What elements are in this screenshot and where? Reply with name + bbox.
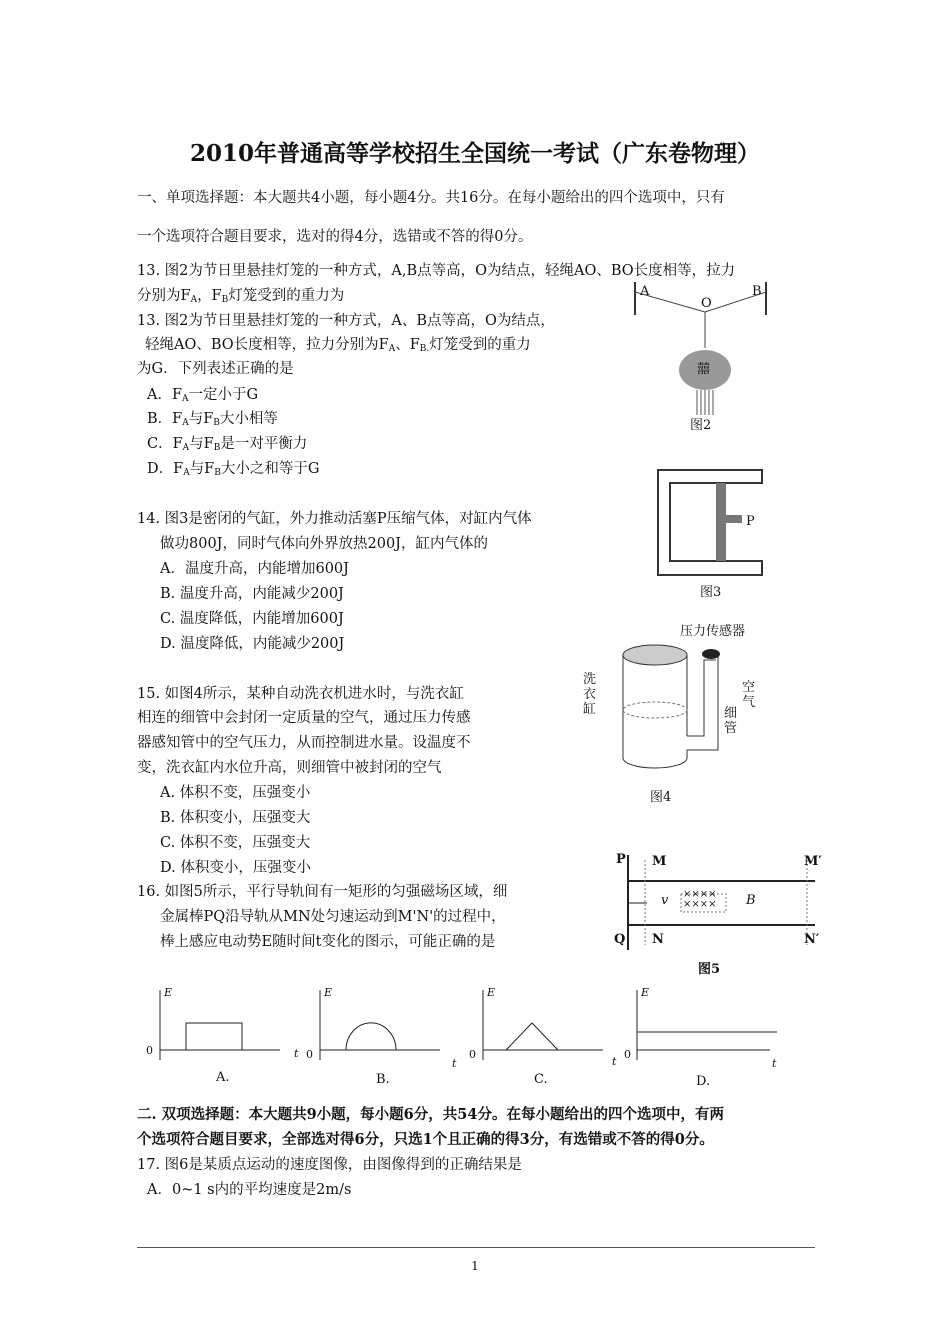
page-title: 2010年普通高等学校招生全国统一考试（广东卷物理） — [189, 140, 760, 167]
q15-line: 器感知管中的空气压力，从而控制进水量。设温度不 — [137, 735, 471, 751]
fig-label: M′ — [804, 854, 822, 869]
fig-label: 洗衣缸 — [583, 672, 597, 717]
q15-option: D. 体积变小，压强变小 — [160, 860, 311, 876]
q15-option: A. 体积不变，压强变小 — [160, 785, 311, 801]
q14-line: 做功800J，同时气体向外界放热200J，缸内气体的 — [160, 536, 488, 552]
q14-option: B. 温度升高，内能减少200J — [160, 586, 344, 602]
fig-label: Q — [614, 932, 626, 947]
graph-axis-label: E — [164, 986, 173, 999]
graph-axis-label: t — [772, 1057, 777, 1070]
q13-option: A．$F_A$一定小于G — [147, 387, 259, 404]
q15-line: 15. 如图4所示，某种自动洗衣机进水时，与洗衣缸 — [137, 686, 464, 702]
fig-label: M — [652, 854, 667, 869]
fig-label: B — [752, 284, 762, 299]
q14-option: D. 温度降低，内能减少200J — [160, 636, 345, 652]
graph-origin: 0 — [306, 1048, 313, 1061]
fig-label: P — [616, 852, 626, 867]
q17-option: A．0~1 s内的平均速度是2m/s — [147, 1182, 352, 1198]
graph-axis-label: E — [641, 986, 650, 999]
q13-option: B．$F_A$与$F_B$大小相等 — [147, 411, 278, 428]
graph-axis-label: t — [294, 1047, 299, 1060]
fig-label: 压力传感器 — [680, 624, 746, 639]
graph-axis-label: t — [612, 1055, 617, 1068]
q16-line: 棒上感应电动势E随时间t变化的图示，可能正确的是 — [160, 934, 496, 950]
section2-line: 二. 双项选择题：本大题共9小题，每小题6分，共54分。在每小题给出的四个选项中，有两 — [137, 1106, 724, 1123]
q16-line: 金属棒PQ沿导轨从MN处匀速运动到M'N'的过程中， — [160, 909, 506, 925]
q14-option: C. 温度降低，内能增加600J — [160, 611, 344, 627]
field-crosses: ×××× ×××× — [683, 889, 717, 910]
figure-caption: 图4 — [650, 790, 672, 805]
q13-old-line: 13. 图2为节日里悬挂灯笼的一种方式，A,B点等高，O为结点，轻绳AO、BO长度相等，拉力 — [137, 263, 736, 279]
q13-line: 轻绳AO、BO长度相等，拉力分别为$F_A$、$F_{B.}$灯笼受到的重力 — [145, 337, 531, 354]
figure-caption: 图5 — [698, 962, 721, 977]
section2-line: 个选项符合题目要求，全部选对得6分，只选1个且正确的得3分，有选错或不答的得0分。 — [137, 1131, 714, 1148]
fig-label: A — [640, 284, 650, 299]
q15-option: C. 体积不变，压强变大 — [160, 835, 311, 851]
q13-option: D．$F_A$与$F_B$大小之和等于G — [147, 461, 320, 478]
q13-line: 13. 图2为节日里悬挂灯笼的一种方式，A、B点等高，O为结点， — [137, 313, 555, 329]
graph-label: C. — [534, 1072, 548, 1087]
fig-label: 空气 — [742, 680, 756, 710]
fig-label: 囍 — [697, 362, 711, 377]
graph-origin: 0 — [146, 1044, 153, 1057]
fig-label: v — [661, 893, 669, 908]
graph-axis-label: E — [324, 986, 333, 999]
graph-label: D. — [696, 1074, 711, 1089]
fig-label: O — [701, 296, 712, 311]
fig-label: 细管 — [724, 706, 738, 736]
graph-axis-label: E — [487, 986, 496, 999]
section1-line: 一、单项选择题：本大题共4小题，每小题4分。共16分。在每小题给出的四个选项中，只有 — [137, 190, 725, 206]
fig-label: N — [652, 932, 664, 947]
graph-axis-label: t — [452, 1057, 457, 1070]
q13-line: 为G．下列表述正确的是 — [137, 361, 294, 377]
fig-label: P — [746, 514, 755, 529]
figure-caption: 图3 — [700, 585, 722, 600]
graph-label: B. — [376, 1072, 390, 1087]
page-number: 1 — [471, 1259, 479, 1273]
fig-label: B — [746, 893, 756, 908]
q13-old-line: 分别为$F_A$，$F_B$灯笼受到的重力为 — [137, 288, 345, 305]
q14-option: A．温度升高，内能增加600J — [160, 561, 349, 577]
q16-line: 16. 如图5所示，平行导轨间有一矩形的匀强磁场区域，细 — [137, 884, 508, 900]
q15-line: 变，洗衣缸内水位升高，则细管中被封闭的空气 — [137, 760, 442, 776]
q15-option: B. 体积变小，压强变大 — [160, 810, 311, 826]
q13-option: C．$F_A$与$F_B$是一对平衡力 — [147, 436, 308, 453]
graph-origin: 0 — [469, 1048, 476, 1061]
q17-line: 17. 图6是某质点运动的速度图像，由图像得到的正确结果是 — [137, 1157, 522, 1173]
fig-label: N′ — [804, 932, 820, 947]
graph-label: A. — [216, 1070, 230, 1085]
section1-line: 一个选项符合题目要求，选对的得4分，选错或不答的得0分。 — [137, 229, 533, 245]
q14-line: 14. 图3是密闭的气缸，外力推动活塞P压缩气体，对缸内气体 — [137, 511, 532, 527]
footer-divider — [137, 1247, 815, 1248]
graph-origin: 0 — [624, 1048, 631, 1061]
q15-line: 相连的细管中会封闭一定质量的空气，通过压力传感 — [137, 710, 471, 726]
figure-caption: 图2 — [690, 418, 712, 433]
